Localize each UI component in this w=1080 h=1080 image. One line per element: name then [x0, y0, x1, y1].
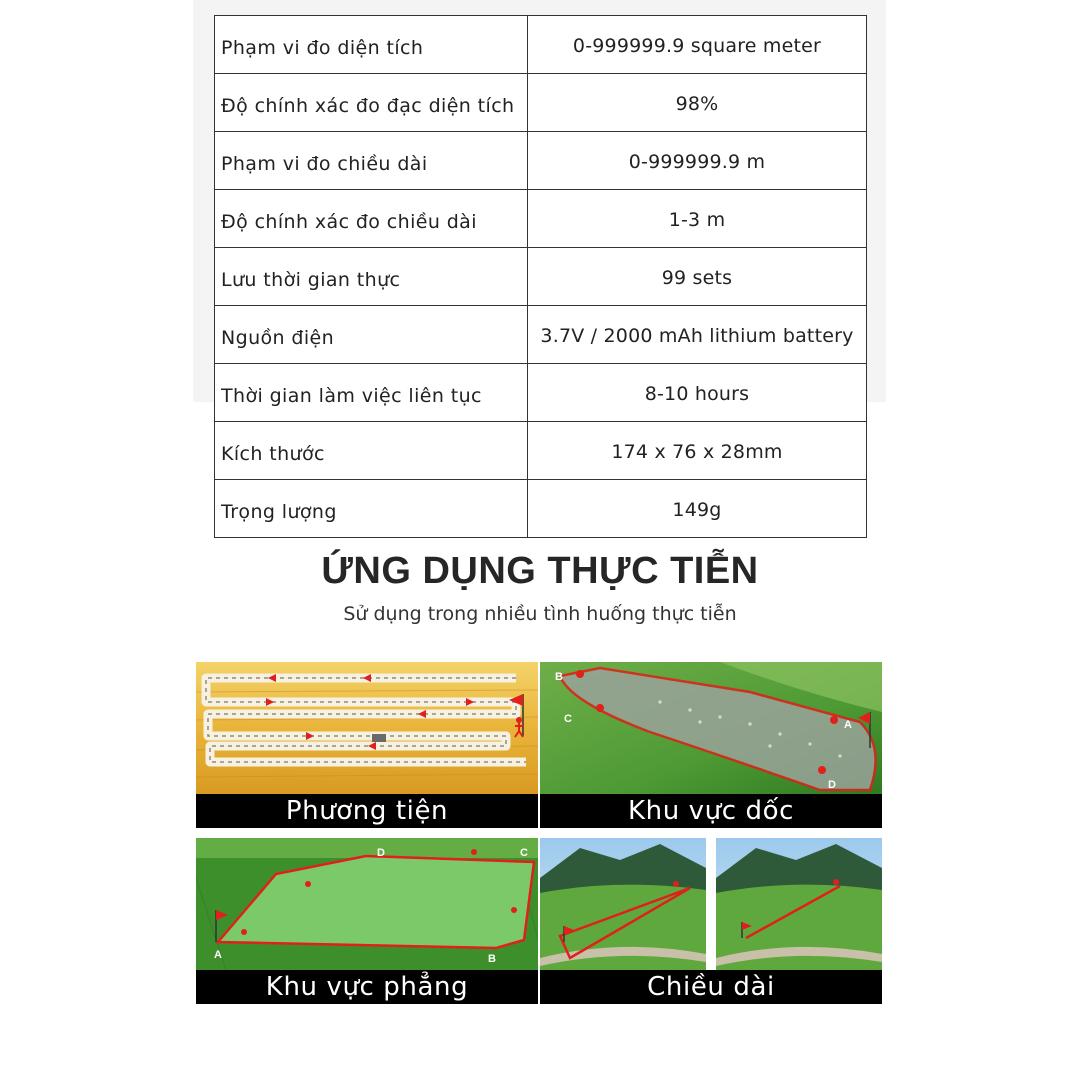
caption-length: Chiều dài	[540, 970, 882, 1004]
table-row	[215, 422, 867, 480]
table-row	[215, 364, 867, 422]
spec-value: 0-999999.9 m	[528, 132, 867, 190]
length-image	[540, 838, 882, 970]
point-c-label: C	[564, 713, 572, 725]
spec-table	[214, 15, 867, 538]
spec-value: 1-3 m	[528, 190, 867, 248]
table-row	[215, 16, 867, 74]
spec-label: Phạm vi đo diện tích	[215, 16, 528, 74]
table-row	[215, 306, 867, 364]
caption-flat: Khu vực phẳng	[196, 970, 538, 1004]
point-b-label: B	[555, 671, 563, 683]
spec-label: Thời gian làm việc liên tục	[215, 364, 528, 422]
spec-label: Trọng lượng	[215, 480, 528, 538]
section-subtitle: Sử dụng trong nhiều tình huống thực tiễn	[343, 603, 737, 625]
table-row	[215, 74, 867, 132]
section-title: ỨNG DỤNG THỰC TIỄN	[321, 550, 759, 592]
spec-label: Nguồn điện	[215, 306, 528, 364]
spec-value: 8-10 hours	[528, 364, 867, 422]
point-d-label: D	[828, 779, 836, 791]
slope-area-image	[540, 662, 882, 794]
spec-value: 149g	[528, 480, 867, 538]
table-row	[215, 480, 867, 538]
point-a-label: A	[844, 719, 852, 731]
spec-value: 98%	[528, 74, 867, 132]
table-row	[215, 190, 867, 248]
spec-value: 174 x 76 x 28mm	[528, 422, 867, 480]
point-b-label: B	[488, 953, 496, 965]
point-d-label: D	[377, 847, 385, 859]
table-row	[215, 248, 867, 306]
spec-label: Lưu thời gian thực	[215, 248, 528, 306]
vehicle-field-image	[196, 662, 538, 794]
spec-label: Phạm vi đo chiều dài	[215, 132, 528, 190]
spec-value: 99 sets	[528, 248, 867, 306]
caption-vehicle: Phương tiện	[196, 794, 538, 828]
spec-value: 0-999999.9 square meter	[528, 16, 867, 74]
spec-label: Độ chính xác đo đạc diện tích	[215, 74, 528, 132]
spec-label: Kích thước	[215, 422, 528, 480]
flat-area-image	[196, 838, 538, 970]
point-a-label: A	[214, 949, 222, 961]
table-row	[215, 132, 867, 190]
point-c-label: C	[520, 847, 528, 859]
spec-label: Độ chính xác đo chiều dài	[215, 190, 528, 248]
spec-value: 3.7V / 2000 mAh lithium battery	[528, 306, 867, 364]
caption-slope: Khu vực dốc	[540, 794, 882, 828]
